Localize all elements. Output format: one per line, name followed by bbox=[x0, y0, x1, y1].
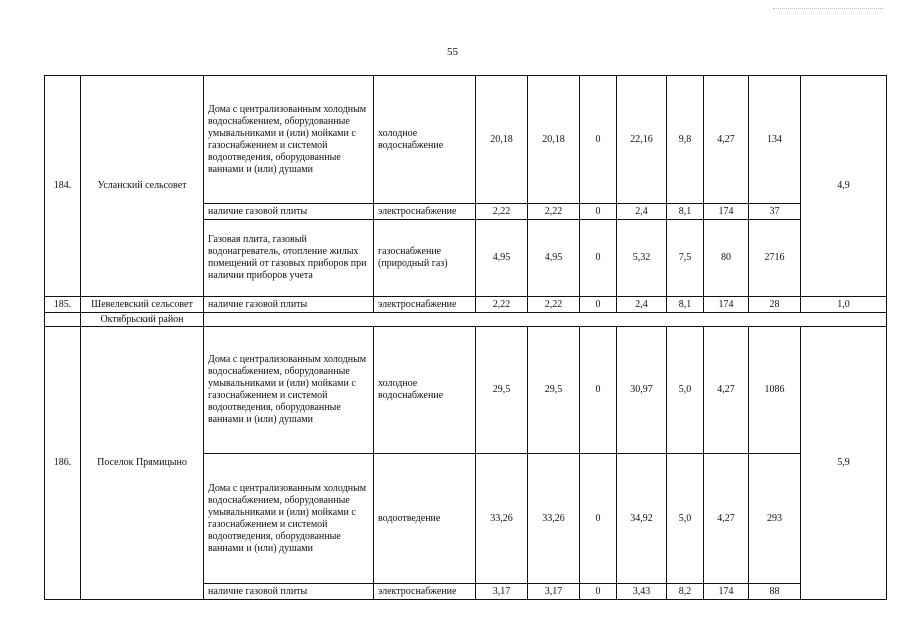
value-cell: 29,5 bbox=[476, 327, 528, 454]
value-cell: 37 bbox=[749, 204, 801, 220]
value-cell: 30,97 bbox=[617, 327, 667, 454]
value-cell: 33,26 bbox=[476, 454, 528, 584]
value-cell: 22,16 bbox=[617, 76, 667, 204]
value-cell: 7,5 bbox=[667, 220, 704, 297]
value-cell: 2,4 bbox=[617, 297, 667, 313]
value-cell: 3,17 bbox=[528, 584, 580, 600]
value-cell: 34,92 bbox=[617, 454, 667, 584]
value-cell: 4,95 bbox=[528, 220, 580, 297]
value-cell: 20,18 bbox=[528, 76, 580, 204]
value-cell: 4,27 bbox=[704, 327, 749, 454]
consumption-description: Дома с централизованным холодным водоснабжением, оборудованные умывальниками и (или) мойками с газоснабжением и системой водоотведения, оборудованные ваннами и (или) душами bbox=[204, 454, 374, 584]
value-cell: 5,0 bbox=[667, 454, 704, 584]
value-cell: 9,8 bbox=[667, 76, 704, 204]
utility-service: водоотведение bbox=[374, 454, 476, 584]
tariff-table bbox=[44, 75, 887, 600]
value-cell: 0 bbox=[580, 454, 617, 584]
total-value: 5,9 bbox=[801, 327, 887, 600]
value-cell: 0 bbox=[580, 204, 617, 220]
value-cell: 28 bbox=[749, 297, 801, 313]
utility-service: газоснабжение (природный газ) bbox=[374, 220, 476, 297]
value-cell: 88 bbox=[749, 584, 801, 600]
value-cell: 2716 bbox=[749, 220, 801, 297]
value-cell: 0 bbox=[580, 220, 617, 297]
utility-service: холодное водоснабжение bbox=[374, 327, 476, 454]
value-cell: 20,18 bbox=[476, 76, 528, 204]
settlement-name: Поселок Прямицыно bbox=[81, 327, 204, 600]
value-cell: 2,4 bbox=[617, 204, 667, 220]
table-row bbox=[45, 327, 887, 454]
value-cell: 293 bbox=[749, 454, 801, 584]
value-cell: 3,43 bbox=[617, 584, 667, 600]
utility-service: электроснабжение bbox=[374, 297, 476, 313]
value-cell: 5,32 bbox=[617, 220, 667, 297]
value-cell: 3,17 bbox=[476, 584, 528, 600]
consumption-description: наличие газовой плиты bbox=[204, 297, 374, 313]
value-cell: 0 bbox=[580, 584, 617, 600]
consumption-description: наличие газовой плиты bbox=[204, 584, 374, 600]
value-cell: 0 bbox=[580, 297, 617, 313]
utility-service: электроснабжение bbox=[374, 204, 476, 220]
value-cell: 0 bbox=[580, 76, 617, 204]
section-row bbox=[45, 313, 887, 327]
row-number: 184. bbox=[45, 76, 81, 297]
utility-service: холодное водоснабжение bbox=[374, 76, 476, 204]
table-body bbox=[45, 76, 887, 600]
value-cell: 2,22 bbox=[528, 204, 580, 220]
value-cell: 4,27 bbox=[704, 76, 749, 204]
scan-artifact bbox=[773, 8, 883, 10]
total-value: 1,0 bbox=[801, 297, 887, 313]
value-cell: 134 bbox=[749, 76, 801, 204]
value-cell: 4,95 bbox=[476, 220, 528, 297]
section-blank bbox=[204, 313, 887, 327]
row-number: 185. bbox=[45, 297, 81, 313]
settlement-name: Усланский сельсовет bbox=[81, 76, 204, 297]
row-number: 186. bbox=[45, 327, 81, 600]
utility-service: электроснабжение bbox=[374, 584, 476, 600]
value-cell: 4,27 bbox=[704, 454, 749, 584]
value-cell: 174 bbox=[704, 297, 749, 313]
value-cell: 2,22 bbox=[476, 204, 528, 220]
value-cell: 80 bbox=[704, 220, 749, 297]
value-cell: 8,2 bbox=[667, 584, 704, 600]
consumption-description: Дома с централизованным холодным водоснабжением, оборудованные умывальниками и (или) мойками с газоснабжением и системой водоотведения, оборудованные ваннами и (или) душами bbox=[204, 327, 374, 454]
consumption-description: Дома с централизованным холодным водоснабжением, оборудованные умывальниками и (или) мойками с газоснабжением и системой водоотведения, оборудованные ваннами и (или) душами bbox=[204, 76, 374, 204]
value-cell: 8,1 bbox=[667, 297, 704, 313]
consumption-description: наличие газовой плиты bbox=[204, 204, 374, 220]
settlement-name: Шевелевский сельсовет bbox=[81, 297, 204, 313]
section-title: Октябрьский район bbox=[81, 313, 204, 327]
value-cell: 174 bbox=[704, 584, 749, 600]
value-cell: 2,22 bbox=[528, 297, 580, 313]
value-cell: 1086 bbox=[749, 327, 801, 454]
page-number: 55 bbox=[447, 46, 458, 58]
value-cell: 8,1 bbox=[667, 204, 704, 220]
table-row bbox=[45, 297, 887, 313]
value-cell: 174 bbox=[704, 204, 749, 220]
section-num-cell bbox=[45, 313, 81, 327]
consumption-description: Газовая плита, газовый водонагреватель, отопление жилых помещений от газовых приборов при наличии приборов учета bbox=[204, 220, 374, 297]
table-row bbox=[45, 76, 887, 204]
total-value: 4,9 bbox=[801, 76, 887, 297]
value-cell: 5,0 bbox=[667, 327, 704, 454]
value-cell: 33,26 bbox=[528, 454, 580, 584]
value-cell: 2,22 bbox=[476, 297, 528, 313]
value-cell: 0 bbox=[580, 327, 617, 454]
value-cell: 29,5 bbox=[528, 327, 580, 454]
